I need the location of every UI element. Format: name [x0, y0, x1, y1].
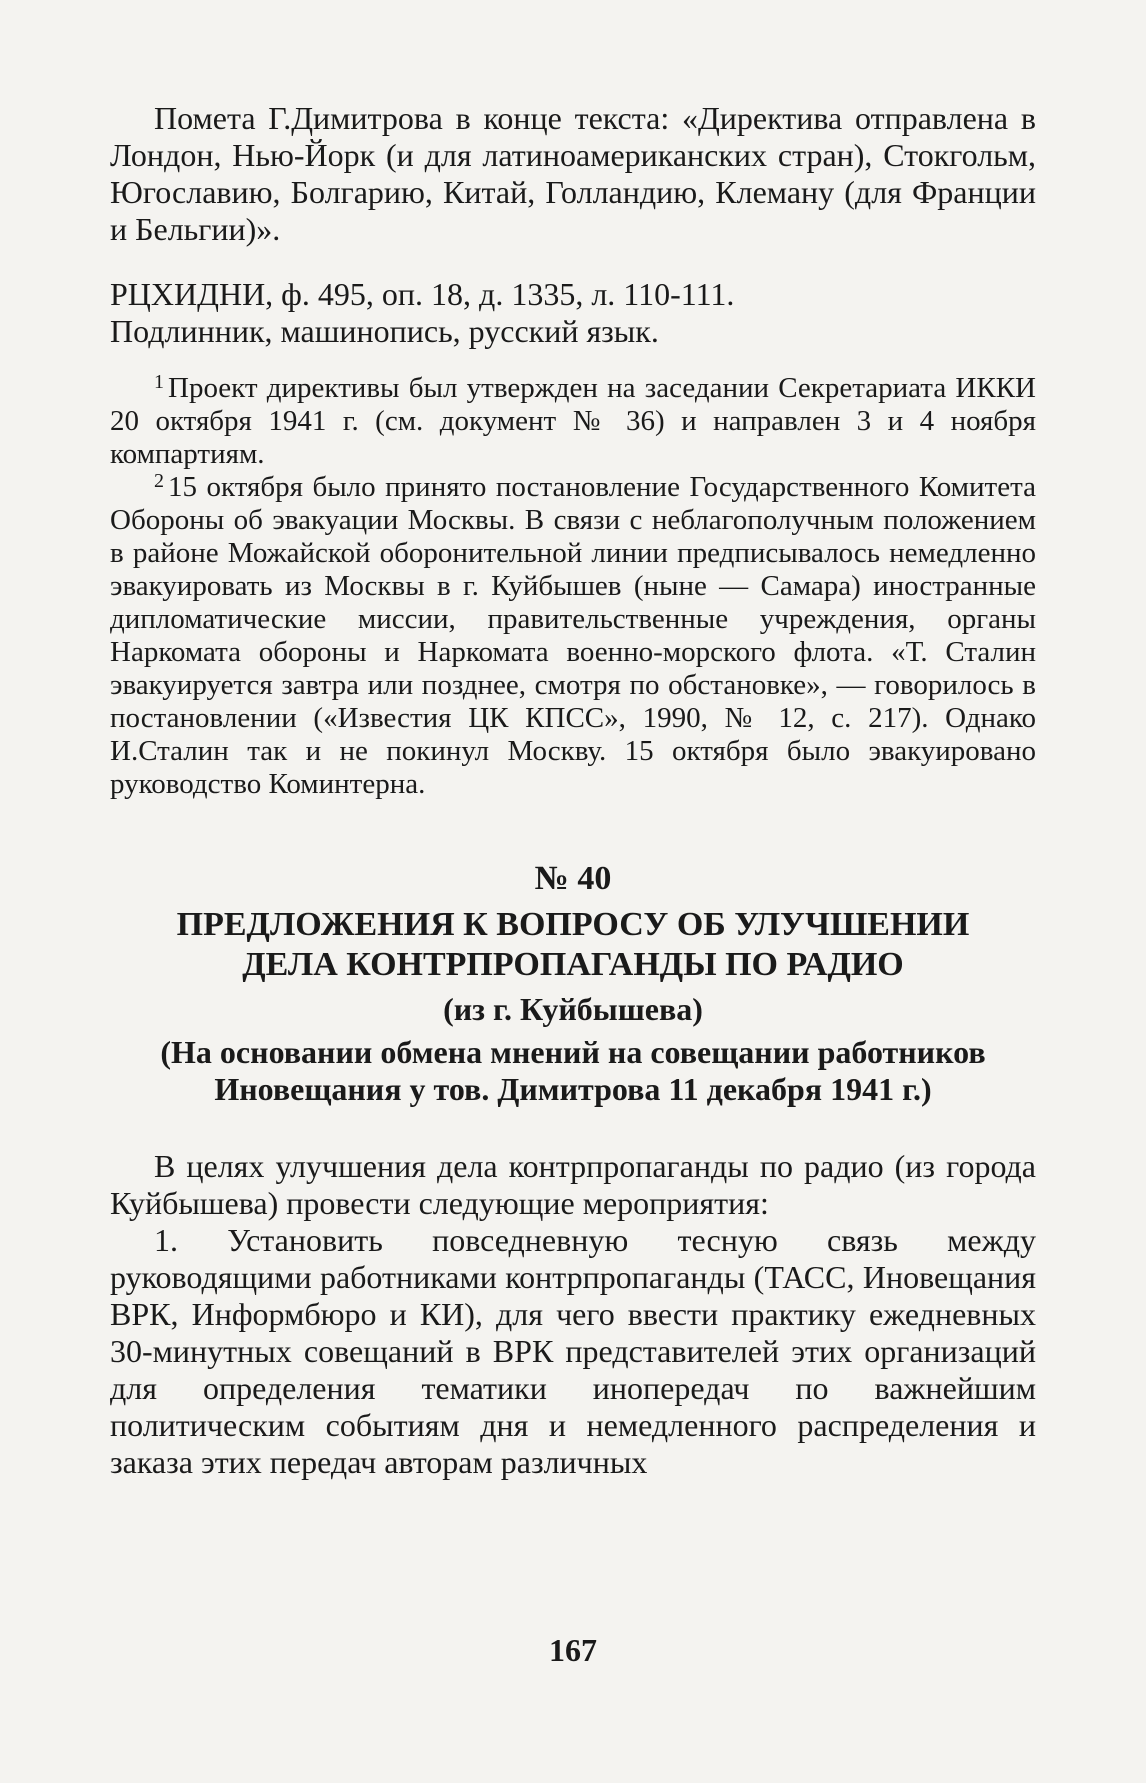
footnote-marker: 2 — [154, 470, 164, 492]
document-basis: (На основании обмена мнений на совещании работников Иновещания у тов. Димитрова 11 декабря 1941 г.) — [160, 1034, 986, 1107]
footnotes — [110, 372, 1036, 801]
page-number: 167 — [549, 1632, 597, 1668]
archive-line-1: РЦХИДНИ, ф. 495, оп. 18, д. 1335, л. 110-111. — [110, 276, 735, 312]
footnote-text: 15 октября было принято постановление Государственного Комитета Обороны об эвакуации Москвы. В связи с неблагополучным положением в районе Можайской оборонительной линии предписывалось немедленно эвакуировать из Москвы в г. Куйбышев (ныне — Самара) иностранные дипломатические миссии, правительственные учреждения, органы Наркомата обороны и Наркомата военно-морского флота. «Т. Сталин эвакуируется завтра или позднее, смотря по обстановке», — говорилось в постановлении («Известия ЦК КПСС», 1990, № 12, с. 217). Однако И.Сталин так и не покинул Москву. 15 октября было эвакуировано руководство Коминтерна. — [110, 471, 1036, 800]
document-subtitle: (из г. Куйбышева) — [443, 991, 703, 1027]
archive-reference — [110, 276, 1036, 350]
footnote-2 — [110, 471, 1036, 801]
marginal-note: Помета Г.Димитрова в конце текста: «Директива отправлена в Лондон, Нью-Йорк (и для латиноамериканских стран), Стокгольм, Югославию, Болгарию, Китай, Голландию, Клеману (для Франции и Бельгии)». — [110, 100, 1036, 247]
footnote-text: Проект директивы был утвержден на заседании Секретариата ИККИ 20 октября 1941 г. (см. документ № 36) и направлен 3 и 4 ноября компартиям. — [110, 372, 1036, 470]
document-title: ПРЕДЛОЖЕНИЯ К ВОПРОСУ ОБ УЛУЧШЕНИИ ДЕЛА КОНТРПРОПАГАНДЫ ПО РАДИО — [176, 906, 970, 983]
footnote-marker: 1 — [154, 371, 164, 393]
point-1-paragraph: 1. Установить повседневную тесную связь между руководящими работниками контрпропаганды (ТАСС, Иновещания ВРК, Информбюро и КИ), для чего ввести практику ежедневных 30-минутных совещаний в ВРК представителей этих организаций для определения тематики инопередач по важнейшим политическим событиям дня и немедленного распределения и заказа этих передач авторам различных — [110, 1222, 1036, 1480]
text-column — [110, 100, 1036, 1481]
footnote-1 — [110, 372, 1036, 471]
archive-line-2: Подлинник, машинопись, русский язык. — [110, 313, 659, 349]
intro-paragraph: В целях улучшения дела контрпропаганды по радио (из города Куйбышева) провести следующие мероприятия: — [110, 1148, 1036, 1221]
document-number: № 40 — [534, 860, 612, 897]
